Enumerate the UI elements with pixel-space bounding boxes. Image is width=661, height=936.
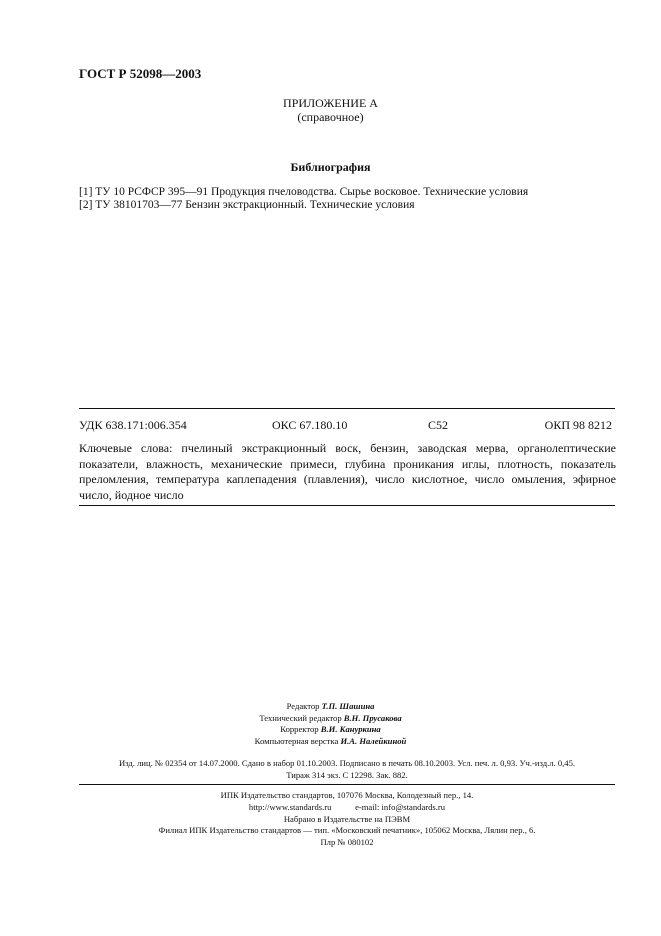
editor-line: Технический редактор В.Н. Прусакова (259, 712, 402, 723)
publication-line: Изд. лиц. № 02354 от 14.07.2000. Сдано в набор 01.10.2003. Подписано в печать 08.10.2003. Усл. печ. л. 0,93. Уч.-изд.л. 0,45. (118, 758, 576, 768)
editors-block (0, 701, 661, 747)
annex-title: ПРИЛОЖЕНИЕ А (283, 96, 378, 110)
publication-info (79, 758, 615, 781)
bibliography-item: [1] ТУ 10 РСФСР 395—91 Продукция пчеловодства. Сырье восковое. Технические условия (79, 186, 529, 198)
publication-line: Тираж 314 экз. С 12298. Зак. 882. (286, 769, 408, 780)
publisher-line: Филиал ИПК Издательство стандартов — тип. «Московский печатник», 105062 Москва, Лялин пер., 6. (158, 825, 536, 836)
divider-keywords (79, 505, 615, 506)
bibliography-title: Библиография (290, 160, 371, 174)
publisher-line: ИПК Издательство стандартов, 107076 Москва, Колодезный пер., 14. (220, 790, 474, 800)
keywords: Ключевые слова: пчелиный экстракционный воск, бензин, заводская мерва, органолептические показатели, влажность, механические примеси, глубина проникания иглы, плотность, показатель преломления, температура каплепадения (плавления), число кислотное, число омыления, эфирное число, йодное число (79, 441, 616, 502)
udk-code: УДК 638.171:006.354 (79, 418, 187, 432)
annex-subtitle: (справочное) (297, 110, 364, 124)
bibliography-item: [2] ТУ 38101703—77 Бензин экстракционный. Технические условия (79, 198, 415, 211)
c-code: С52 (428, 418, 449, 432)
standard-number: ГОСТ Р 52098—2003 (79, 66, 202, 81)
okp-code: ОКП 98 8212 (544, 418, 612, 432)
publisher-line: Набрано в Издательстве на ПЭВМ (283, 813, 411, 824)
editor-line: Компьютерная верстка И.А. Налейкиной (254, 735, 407, 746)
publisher-line: Плр № 080102 (320, 837, 374, 848)
divider-top (79, 408, 615, 409)
annex-heading (0, 96, 661, 124)
publisher-info (79, 790, 615, 849)
publisher-email[interactable]: e-mail: info@standards.ru (355, 801, 446, 812)
publisher-contacts (79, 802, 615, 814)
oks-code: ОКС 67.180.10 (272, 418, 348, 432)
bibliography-list (79, 186, 528, 211)
editor-line: Редактор Т.П. Шашина (286, 701, 375, 711)
divider-bottom (79, 784, 615, 785)
editor-line: Корректор В.И. Кануркина (280, 724, 381, 734)
publisher-url[interactable]: http://www.standards.ru (248, 801, 332, 812)
